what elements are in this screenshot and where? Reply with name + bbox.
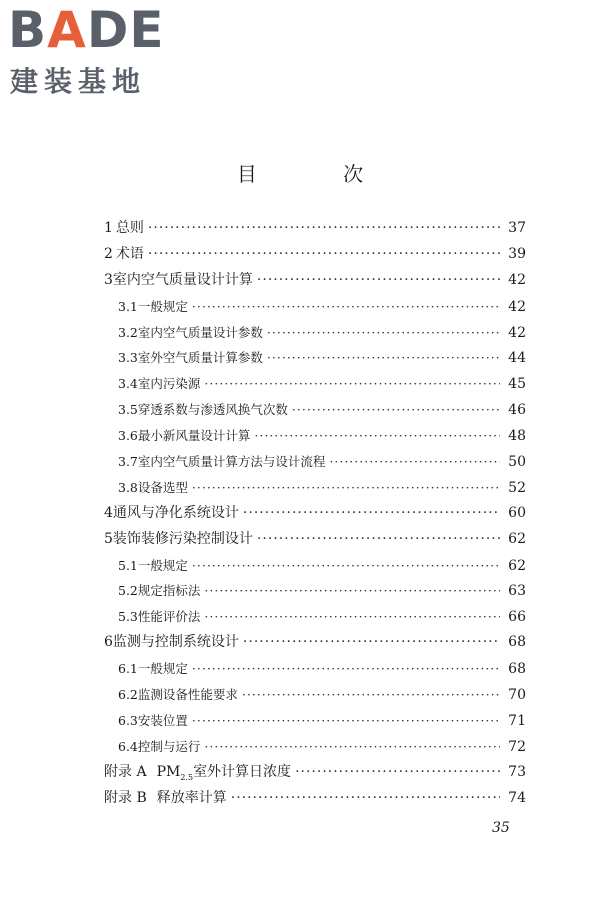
toc-entry-number: 1 [104,220,113,236]
toc-entry-label-subscript: 2.5 [180,772,194,782]
toc-leader-dots [231,786,500,812]
toc-leader-dots [148,242,500,268]
toc-entry-page: 70 [508,687,526,704]
toc-entry-label-part: PM [156,763,181,780]
toc-entry-page: 62 [508,530,526,547]
toc-entry-number: 3.1 [118,298,138,314]
toc-leader-dots [242,682,500,708]
toc-leader-dots [267,345,500,371]
toc-entry-page: 73 [508,763,526,780]
toc-entry[interactable] [104,501,526,527]
toc-entry[interactable] [104,345,526,371]
toc-entry-label: 监测与控制系统设计 [112,634,239,651]
toc-entry-page: 42 [508,298,526,315]
toc-entry-number: 3.4 [118,376,138,392]
toc-entry-number: 3.8 [118,479,138,495]
toc-entry-page: 48 [508,428,526,445]
toc-entry[interactable] [104,397,526,423]
toc-entry-label: 监测设备性能要求 [137,687,238,703]
toc-leader-dots [192,708,500,734]
toc-entry[interactable] [104,578,526,604]
toc-entry[interactable] [104,527,526,553]
toc-leader-dots [254,423,500,449]
toc-entry[interactable] [104,216,526,242]
toc-entry-page: 60 [508,504,526,521]
toc-entry-label: 室内空气质量计算方法与设计流程 [137,454,326,470]
toc-entry-page: 39 [508,245,526,262]
toc-entry-number: 6.1 [118,661,138,677]
page-number: 35 [492,820,510,836]
toc-leader-dots [192,656,500,682]
toc-entry-label: 通风与净化系统设计 [112,504,239,521]
toc-entry-page: 45 [508,376,526,393]
toc-entry-page: 50 [508,454,526,471]
toc-leader-dots [204,371,500,397]
toc-entry-number: 6.4 [118,738,138,754]
toc-entry-page: 74 [508,789,526,806]
toc-entry-number: 6.2 [118,687,138,703]
toc-entry-label: 一般规定 [137,661,188,677]
logo-wordmark: BADE [8,1,165,59]
toc-entry-number: 3.2 [118,324,138,340]
toc-entry-label: 穿透系数与渗透风换气次数 [137,402,288,418]
toc-entry-number: 3.3 [118,350,138,366]
toc-entry-label: 规定指标法 [137,583,201,599]
table-of-contents [104,216,526,811]
toc-entry[interactable] [104,242,526,268]
toc-entry-page: 62 [508,557,526,574]
toc-leader-dots [292,397,500,423]
toc-entry-label: 设备选型 [137,479,188,495]
toc-entry-number: 5.2 [118,583,138,599]
toc-leader-dots [267,320,500,346]
toc-leader-dots [204,604,500,630]
toc-entry[interactable] [104,423,526,449]
toc-leader-dots [243,630,500,656]
toc-entry-label: 室内空气质量设计计算 [112,271,253,288]
toc-entry-label: 释放率计算 [156,789,227,806]
toc-entry-page: 71 [508,712,526,729]
toc-leader-dots [257,527,500,553]
toc-entry-label: 最小新风量设计计算 [137,428,251,444]
toc-entry-page: 52 [508,479,526,496]
toc-entry[interactable] [104,553,526,579]
toc-entry-label: 总则 [115,220,144,236]
toc-entry-number: 5.3 [118,609,138,625]
toc-leader-dots [204,734,500,760]
logo [8,1,178,98]
toc-entry-label: 性能评价法 [137,609,201,625]
toc-entry[interactable] [104,475,526,501]
toc-entry[interactable] [104,268,526,294]
toc-entry[interactable] [104,734,526,760]
toc-entry-page: 46 [508,402,526,419]
toc-entry-number: 5.1 [118,557,138,573]
toc-entry-page: 63 [508,583,526,600]
toc-entry-number: 3.7 [118,454,138,470]
toc-entry-page: 68 [508,634,526,651]
toc-entry-page: 66 [508,609,526,626]
toc-entry-number: 附录 A [104,763,147,780]
toc-entry-label: 安装位置 [137,712,188,728]
logo-chinese-name: 建装基地 [10,65,147,98]
toc-leader-dots [148,216,500,242]
toc-entry[interactable] [104,786,526,812]
toc-entry-page: 68 [508,661,526,678]
toc-entry[interactable] [104,630,526,656]
toc-entry-number: 5 [104,530,113,547]
toc-entry[interactable] [104,656,526,682]
toc-entry-label: 室内空气质量设计参数 [137,324,263,340]
toc-leader-dots [295,760,500,786]
toc-leader-dots [243,501,500,527]
toc-leader-dots [204,578,500,604]
toc-leader-dots [329,449,500,475]
toc-entry-label: 室外空气质量计算参数 [137,350,263,366]
toc-entry-page: 37 [508,220,526,236]
toc-leader-dots [192,294,500,320]
toc-entry[interactable] [104,760,526,786]
toc-entry-label: 术语 [115,245,144,262]
toc-entry-number: 4 [104,504,113,521]
toc-entry-label: 控制与运行 [137,738,201,754]
toc-entry[interactable] [104,294,526,320]
toc-entry-page: 42 [508,324,526,341]
toc-entry-number: 附录 B [104,789,147,806]
toc-entry[interactable] [104,449,526,475]
toc-entry-label: 室内污染源 [137,376,201,392]
toc-leader-dots [192,475,500,501]
toc-entry-number: 3 [104,271,113,288]
toc-entry[interactable] [104,708,526,734]
toc-entry-label: 一般规定 [137,298,188,314]
toc-entry-page: 42 [508,271,526,288]
toc-entry[interactable] [104,604,526,630]
page-title: 目 次 [236,162,404,186]
toc-entry-number: 6 [104,634,113,651]
toc-leader-dots [257,268,500,294]
toc-entry-number: 3.5 [118,402,138,418]
toc-entry[interactable] [104,320,526,346]
toc-entry-label-part: 室外计算日浓度 [193,763,292,780]
toc-entry-label: 一般规定 [137,557,188,573]
toc-entry-number: 6.3 [118,712,138,728]
toc-leader-dots [192,553,500,579]
toc-entry-page: 72 [508,738,526,755]
toc-entry-page: 44 [508,350,526,367]
toc-entry-label: 装饰装修污染控制设计 [112,530,253,547]
toc-entry-number: 2 [104,245,113,262]
toc-entry-number: 3.6 [118,428,138,444]
toc-entry[interactable] [104,682,526,708]
toc-entry[interactable] [104,371,526,397]
